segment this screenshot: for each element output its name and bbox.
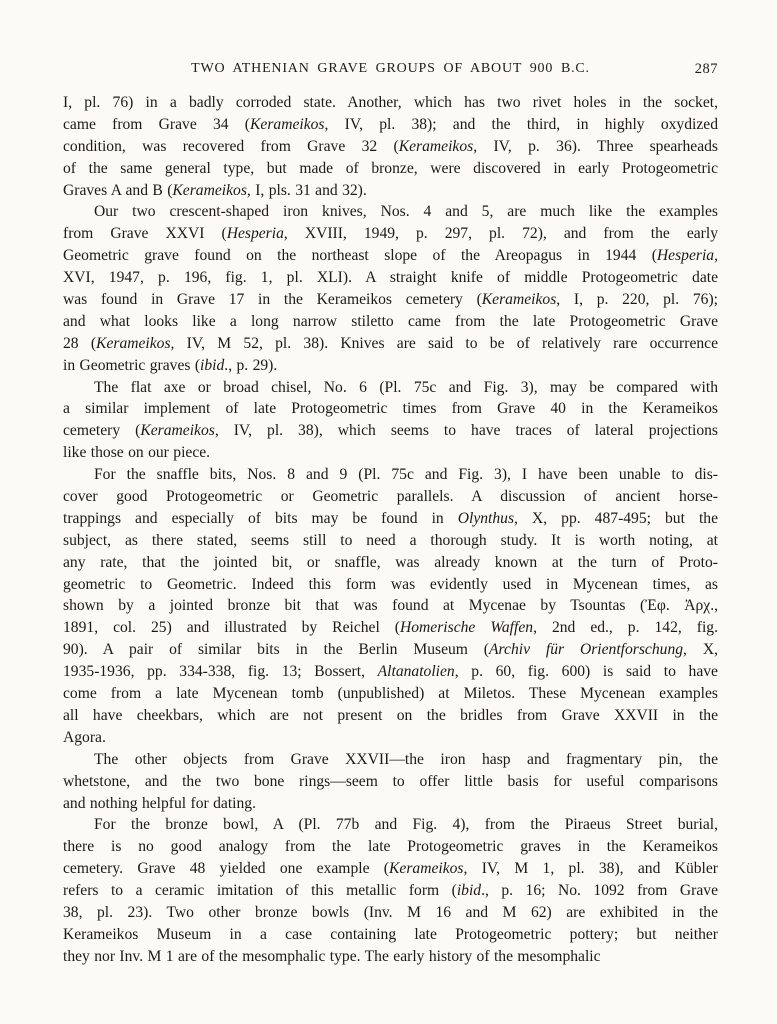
paragraph xyxy=(63,814,718,967)
text-line: there is no good analogy from the late Protogeometric graves in the Kerameikos xyxy=(63,838,718,856)
text-line: come from a late Mycenean tomb (unpublished) at Miletos. These Mycenean examples xyxy=(63,685,718,703)
text-line: cemetery. Grave 48 yielded one example (Kerameikos, IV, M 1, pl. 38), and Kübler xyxy=(63,860,718,878)
text-line: from Grave XXVI (Hesperia, XVIII, 1949, p. 297, pl. 72), and from the early xyxy=(63,225,718,243)
text-line: Our two crescent-shaped iron knives, Nos. 4 and 5, are much like the examples xyxy=(94,203,718,221)
text-line: I, pl. 76) in a badly corroded state. Another, which has two rivet holes in the socket, xyxy=(63,94,718,111)
text-line: 1891, col. 25) and illustrated by Reichel (Homerische Waffen, 2nd ed., p. 142, fig. xyxy=(63,619,718,637)
text-line: For the bronze bowl, A (Pl. 77b and Fig. 4), from the Piraeus Street burial, xyxy=(94,816,718,834)
text-line: XVI, 1947, p. 196, fig. 1, pl. XLI). A straight knife of middle Protogeometric date xyxy=(63,269,718,287)
text-line: shown by a jointed bronze bit that was found at Mycenae by Tsountas (Ἐφ. Ἀρχ., xyxy=(63,597,718,615)
text-line: they nor Inv. M 1 are of the mesomphalic type. The early history of the mesomphalic xyxy=(63,947,601,965)
text-line: Agora. xyxy=(63,728,106,746)
text-line: trappings and especially of bits may be found in Olynthus, X, pp. 487-495; but the xyxy=(63,509,718,527)
text-line: came from Grave 34 (Kerameikos, IV, pl. 38); and the third, in highly oxydized xyxy=(63,115,718,133)
text-line: 90). A pair of similar bits in the Berlin Museum (Archiv für Orientforschung, X, xyxy=(63,641,718,659)
text-line: condition, was recovered from Grave 32 (Kerameikos, IV, p. 36). Three spearheads xyxy=(63,137,718,155)
text-line: any rate, that the jointed bit, or snaffle, was already known at the turn of Proto- xyxy=(63,553,718,571)
text-line: geometric to Geometric. Indeed this form was evidently used in Mycenean times, as xyxy=(63,575,718,593)
text-line: all have cheekbars, which are not present on the bridles from Grave XXVII in the xyxy=(63,706,718,724)
page-number: 287 xyxy=(694,61,718,77)
paragraph xyxy=(63,92,718,201)
text-line: in Geometric graves (ibid., p. 29). xyxy=(63,356,278,374)
text-line: 1935-1936, pp. 334-338, fig. 13; Bossert, Altanatolien, p. 60, fig. 600) is said to have xyxy=(63,663,718,681)
text-line: 38, pl. 23). Two other bronze bowls (Inv. M 16 and M 62) are exhibited in the xyxy=(63,903,718,921)
page-body xyxy=(63,92,718,968)
text-line: cemetery (Kerameikos, IV, pl. 38), which seems to have traces of lateral projections xyxy=(63,422,718,440)
text-line: of the same general type, but made of bronze, were discovered in early Protogeometric xyxy=(63,159,718,177)
text-line: and nothing helpful for dating. xyxy=(63,794,256,812)
text-line: like those on our piece. xyxy=(63,444,211,462)
paragraph xyxy=(63,464,718,749)
text-line: whetstone, and the two bone rings—seem to offer little basis for useful comparisons xyxy=(63,772,718,790)
running-head xyxy=(63,61,718,81)
text-line: subject, as there stated, seems still to need a thorough study. It is worth noting, at xyxy=(63,531,718,549)
page-title: TWO ATHENIAN GRAVE GROUPS OF ABOUT 900 B.C. xyxy=(191,61,590,76)
text-line: 28 (Kerameikos, IV, M 52, pl. 38). Knives are said to be of relatively rare occurrence xyxy=(63,334,718,352)
paragraph xyxy=(63,201,718,376)
text-line: Geometric grave found on the northeast slope of the Areopagus in 1944 (Hesperia, xyxy=(63,247,718,265)
text-line: Graves A and B (Kerameikos, I, pls. 31 and 32). xyxy=(63,181,367,199)
text-line: The flat axe or broad chisel, No. 6 (Pl. 75c and Fig. 3), may be compared with xyxy=(94,378,718,396)
text-line: and what looks like a long narrow stiletto came from the late Protogeometric Grave xyxy=(63,312,718,330)
text-line: For the snaffle bits, Nos. 8 and 9 (Pl. 75c and Fig. 3), I have been unable to dis- xyxy=(94,466,718,484)
text-line: Kerameikos Museum in a case containing late Protogeometric pottery; but neither xyxy=(63,925,718,943)
text-line: was found in Grave 17 in the Kerameikos cemetery (Kerameikos, I, p. 220, pl. 76); xyxy=(63,291,718,309)
text-line: a similar implement of late Protogeometric times from Grave 40 in the Kerameikos xyxy=(63,400,718,418)
text-line: The other objects from Grave XXVII—the iron hasp and fragmentary pin, the xyxy=(94,750,718,768)
text-line: refers to a ceramic imitation of this metallic form (ibid., p. 16; No. 1092 from Grave xyxy=(63,882,718,900)
paragraph xyxy=(63,377,718,465)
paragraph xyxy=(63,749,718,815)
text-line: cover good Protogeometric or Geometric parallels. A discussion of ancient horse- xyxy=(63,488,718,506)
